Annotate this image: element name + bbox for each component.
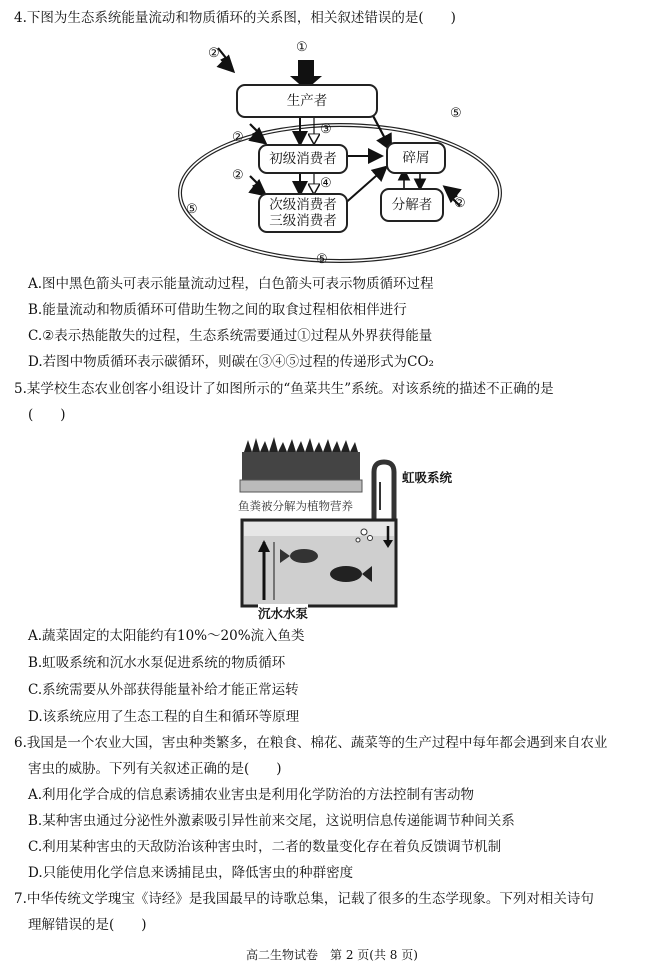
q4-option-c: C.②表示热能散失的过程，生态系统需要通过①过程从外界获得能量 <box>28 328 433 344</box>
q6-option-d: D.只能使用化学信息来诱捕昆虫，降低害虫的种群密度 <box>28 865 354 881</box>
siphon-label: 虹吸系统 <box>402 470 453 485</box>
q7-stem-line2: 理解错误的是( ) <box>28 917 147 933</box>
q5-option-d: D.该系统应用了生态工程的自生和循环等原理 <box>28 709 300 725</box>
marker-4: ④ <box>320 176 332 191</box>
marker-5-left: ⑤ <box>186 202 198 217</box>
marker-2-decomposer: ② <box>454 196 466 211</box>
pump-label: 沉水水泵 <box>258 606 309 621</box>
q5-option-c: C.系统需要从外部获得能量补给才能正常运转 <box>28 682 299 698</box>
q5-option-b: B.虹吸系统和沉水水泵促进系统的物质循环 <box>28 655 286 671</box>
secondary-consumer-label: 次级消费者 <box>269 197 337 213</box>
marker-5-right: ⑤ <box>450 106 462 121</box>
q4-option-d: D.若图中物质循环表示碳循环，则碳在③④⑤过程的传递形式为CO₂ <box>28 354 434 370</box>
q6-option-a: A.利用化学合成的信息素诱捕农业害虫是利用化学防治的方法控制有害动物 <box>28 787 475 803</box>
q6-stem-line2: 害虫的威胁。下列有关叙述正确的是( ) <box>28 761 282 777</box>
q4-stem: 4.下图为生态系统能量流动和物质循环的关系图，相关叙述错误的是( ) <box>14 10 456 26</box>
marker-2-primary: ② <box>232 130 244 145</box>
q4-option-a: A.图中黑色箭头可表示能量流动过程，白色箭头可表示物质循环过程 <box>28 276 434 292</box>
marker-2-higher: ② <box>232 168 244 183</box>
q4-option-b: B.能量流动和物质循环可借助生物之间的取食过程相依相伴进行 <box>28 302 407 318</box>
producer-box: 生产者 <box>236 84 378 118</box>
higher-consumer-box <box>258 193 348 233</box>
q5-option-a: A.蔬菜固定的太阳能约有10%～20%流入鱼类 <box>28 628 305 644</box>
q7-stem-line1: 7.中华传统文学瑰宝《诗经》是我国最早的诗歌总集，记载了很多的生态学现象。下列对相关诗句 <box>14 891 594 907</box>
tertiary-consumer-label: 三级消费者 <box>269 213 337 229</box>
detritus-box: 碎屑 <box>386 142 446 174</box>
fish-waste-caption: 鱼粪被分解为植物营养 <box>238 499 353 513</box>
energy-flow-diagram <box>170 38 510 273</box>
aquaponics-drawing <box>238 432 468 610</box>
marker-1: ① <box>296 40 308 55</box>
primary-consumer-box: 初级消费者 <box>258 144 348 174</box>
q5-stem-line1: 5.某学校生态农业创客小组设计了如图所示的“鱼菜共生”系统。对该系统的描述不正确的是 <box>14 381 554 397</box>
marker-5-bottom: ⑤ <box>316 252 328 267</box>
page-footer: 高二生物试卷 第 2 页(共 8 页) <box>246 948 418 962</box>
marker-3: ③ <box>320 122 332 137</box>
decomposer-box: 分解者 <box>380 188 444 222</box>
q6-option-c: C.利用某种害虫的天敌防治该种害虫时，二者的数量变化存在着负反馈调节机制 <box>28 839 502 855</box>
marker-2-top: ② <box>208 46 220 61</box>
q6-option-b: B.某种害虫通过分泌性外激素吸引异性前来交尾，这说明信息传递能调节种间关系 <box>28 813 515 829</box>
q6-stem-line1: 6.我国是一个农业大国，害虫种类繁多，在粮食、棉花、蔬菜等的生产过程中每年都会遇到来自农业 <box>14 735 608 751</box>
aquaponics-figure <box>238 432 468 621</box>
q5-stem-line2: ( ) <box>28 407 66 423</box>
